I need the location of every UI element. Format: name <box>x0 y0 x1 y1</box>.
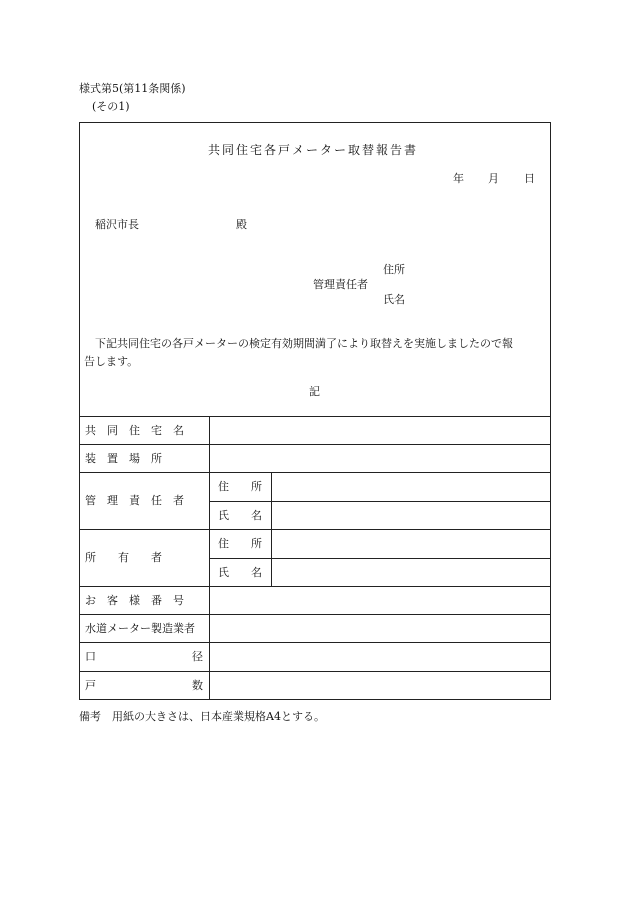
footer-note: 備考 用紙の大きさは、日本産業規格A4とする。 <box>79 710 325 723</box>
table-rule <box>209 501 551 502</box>
install-location-field[interactable] <box>211 446 549 471</box>
reporter-address-label: 住所 <box>383 263 405 276</box>
ki-marker: 記 <box>309 385 320 398</box>
label-caliber-left: 口 <box>85 650 96 663</box>
customer-number-field[interactable] <box>211 588 549 613</box>
label-manager-name: 氏 名 <box>218 509 262 522</box>
date-month-label: 月 <box>488 172 499 185</box>
owner-name-field[interactable] <box>273 560 549 585</box>
form-number: 様式第5(第11条関係) <box>79 82 186 95</box>
table-rule <box>79 614 551 615</box>
owner-address-field[interactable] <box>273 531 549 557</box>
label-units-left: 戸 <box>85 679 96 692</box>
date-day-label: 日 <box>524 172 535 185</box>
report-body-line2: 告します。 <box>84 355 139 368</box>
table-rule <box>79 642 551 643</box>
table-top-rule <box>79 416 551 417</box>
report-body-line1: 下記共同住宅の各戸メーターの検定有効期間満了により取替えを実施しましたので報 <box>95 337 513 350</box>
label-unit-count <box>85 680 203 691</box>
form-title: 共同住宅各戸メーター取替報告書 <box>208 143 419 157</box>
label-manager-address: 住 所 <box>218 480 262 493</box>
table-rule <box>79 444 551 445</box>
label-owner: 所 有 者 <box>85 551 162 564</box>
label-units-right: 数 <box>192 679 203 692</box>
reporter-name-label: 氏名 <box>383 293 405 306</box>
table-subcolumn-divider <box>271 472 272 586</box>
label-caliber <box>85 651 203 662</box>
caliber-field[interactable] <box>211 644 549 670</box>
addressee-honorific: 殿 <box>236 218 247 231</box>
manufacturer-field[interactable] <box>211 616 549 641</box>
table-rule <box>209 558 551 559</box>
table-rule <box>79 529 551 530</box>
label-meter-manufacturer: 水道メーター製造業者 <box>85 622 195 635</box>
reporter-role: 管理責任者 <box>313 278 368 291</box>
table-rule <box>79 472 551 473</box>
label-caliber-right: 径 <box>192 650 203 663</box>
label-building-name: 共 同 住 宅 名 <box>85 424 184 437</box>
label-owner-name: 氏 名 <box>218 566 262 579</box>
building-name-field[interactable] <box>211 418 549 443</box>
label-customer-number: お 客 様 番 号 <box>85 594 184 607</box>
form-sub-number: (その1) <box>92 100 130 113</box>
manager-address-field[interactable] <box>273 474 549 500</box>
manager-name-field[interactable] <box>273 503 549 528</box>
table-rule <box>79 671 551 672</box>
unit-count-field[interactable] <box>211 673 549 699</box>
label-owner-address: 住 所 <box>218 537 262 550</box>
date-year-label: 年 <box>453 172 464 185</box>
addressee-name: 稲沢市長 <box>95 218 139 231</box>
table-column-divider <box>209 416 210 700</box>
label-manager: 管 理 責 任 者 <box>85 494 184 507</box>
table-rule <box>79 586 551 587</box>
label-install-location: 装 置 場 所 <box>85 452 162 465</box>
